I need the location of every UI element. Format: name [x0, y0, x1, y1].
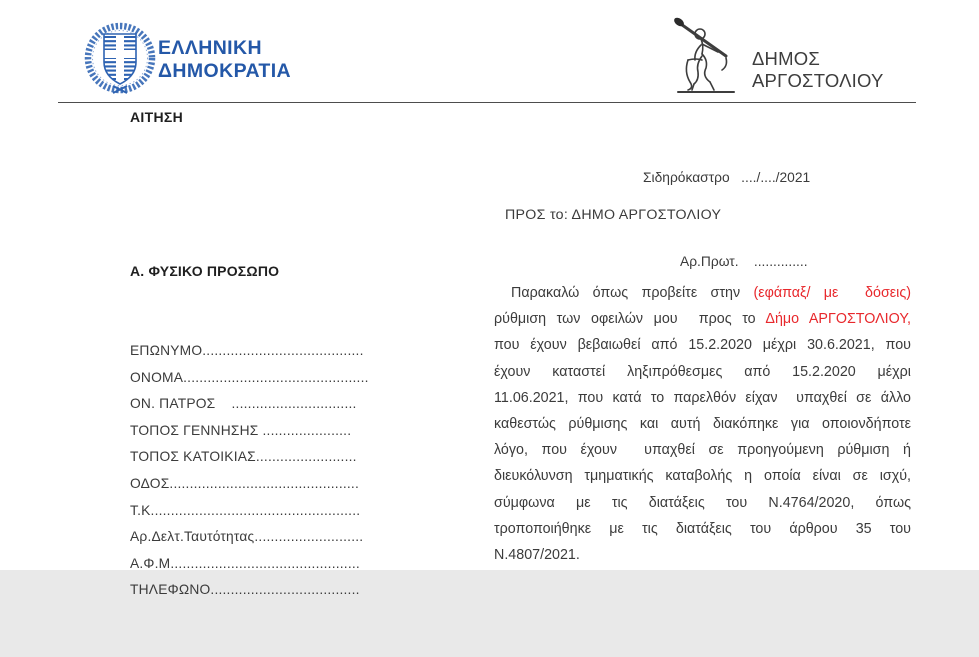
body-text: Ν.4807/2021. — [494, 547, 580, 564]
body-text: 11.06.2021, που κατά το παρελθόν είχαν υπαχθεί σε άλλο — [494, 389, 911, 406]
recipient-line: ΠΡΟΣ το: ΔΗΜΟ ΑΡΓΟΣΤΟΛΙΟΥ — [505, 207, 722, 223]
person-fields — [130, 338, 400, 604]
person-field: ΟΔΟΣ............................................... — [130, 475, 359, 491]
person-field: ΟΝ. ΠΑΤΡΟΣ ............................... — [130, 396, 357, 412]
body-text: που έχουν βεβαιωθεί από 15.2.2020 μέχρι 30.6.2021, που — [494, 337, 911, 354]
republic-title — [158, 37, 291, 83]
paragraph-line — [494, 280, 911, 306]
body-text: τροποποιήθηκε με τις διατάξεις του άρθρου 35 του — [494, 520, 911, 537]
hellenic-republic-emblem-icon — [84, 20, 156, 103]
person-field: ΟΝΟΜΑ.............................................. — [130, 369, 369, 385]
person-field: Αρ.Δελτ.Ταυτότητας........................... — [130, 529, 364, 545]
paragraph-line — [494, 332, 911, 358]
paragraph-line — [494, 411, 911, 437]
header-divider — [58, 102, 916, 103]
paragraph-line — [494, 490, 911, 516]
municipality-title-line2: ΑΡΓΟΣΤΟΛΙΟΥ — [752, 70, 884, 91]
body-text: καθεστώς ρύθμισης και αυτή διακόπηκε για οποιονδήποτε — [494, 416, 911, 433]
municipality-title-line1: ΔΗΜΟΣ — [752, 48, 820, 69]
republic-title-line2: ΔΗΜΟΚΡΑΤΙΑ — [158, 60, 292, 82]
place-date: Σιδηρόκαστρο ..../..../2021 — [643, 170, 811, 185]
person-field: ΕΠΩΝΥΜΟ........................................ — [130, 342, 364, 358]
protocol-number: Αρ.Πρωτ. .............. — [680, 254, 808, 269]
paragraph-line — [494, 385, 911, 411]
person-field: ΤΟΠΟΣ ΓΕΝΝΗΣΗΣ ...................... — [130, 422, 352, 438]
body-text: Παρακαλώ όπως προβείτε στην — [511, 285, 754, 301]
republic-title-line1: ΕΛΛΗΝΙΚΗ — [158, 37, 262, 59]
person-field: ΤΟΠΟΣ ΚΑΤΟΙΚΙΑΣ......................... — [130, 449, 357, 465]
body-text: διευκόλυνση τμηματικής καταβολής η οποία είναι σε ισχύ, — [494, 468, 911, 485]
body-text: έχουν καταστεί ληξιπρόθεσμες από 15.2.2020 μέχρι — [494, 363, 911, 380]
paragraph-line — [494, 437, 911, 463]
paragraph-line — [494, 306, 911, 332]
body-text: ρύθμιση των οφειλών μου προς το — [494, 311, 766, 328]
paragraph-line — [494, 359, 911, 385]
body-text: λόγο, που έχουν υπαχθεί σε προηγούμενη ρύθμιση ή — [494, 442, 911, 459]
person-section — [130, 205, 400, 657]
application-title: ΑΙΤΗΣΗ — [130, 109, 183, 125]
body-text: σύμφωνα με τις διατάξεις του Ν.4764/2020, όπως — [494, 494, 911, 511]
person-field: Α.Φ.Μ............................................... — [130, 555, 360, 571]
request-paragraph — [494, 280, 911, 568]
municipality-title — [752, 48, 884, 92]
municipality-logo-icon — [664, 12, 750, 105]
paragraph-line — [494, 542, 911, 568]
person-field: Τ.Κ.................................................... — [130, 502, 361, 518]
person-section-title: Α. ΦΥΣΙΚΟ ΠΡΟΣΩΠΟ — [130, 263, 280, 280]
person-field: ΤΗΛΕΦΩΝΟ..................................... — [130, 582, 360, 598]
highlighted-text: (εφάπαξ/ με δόσεις) — [753, 285, 911, 301]
paragraph-line — [494, 463, 911, 489]
paragraph-line — [494, 516, 911, 542]
highlighted-text: Δήμο ΑΡΓΟΣΤΟΛΙΟΥ, — [765, 311, 911, 328]
